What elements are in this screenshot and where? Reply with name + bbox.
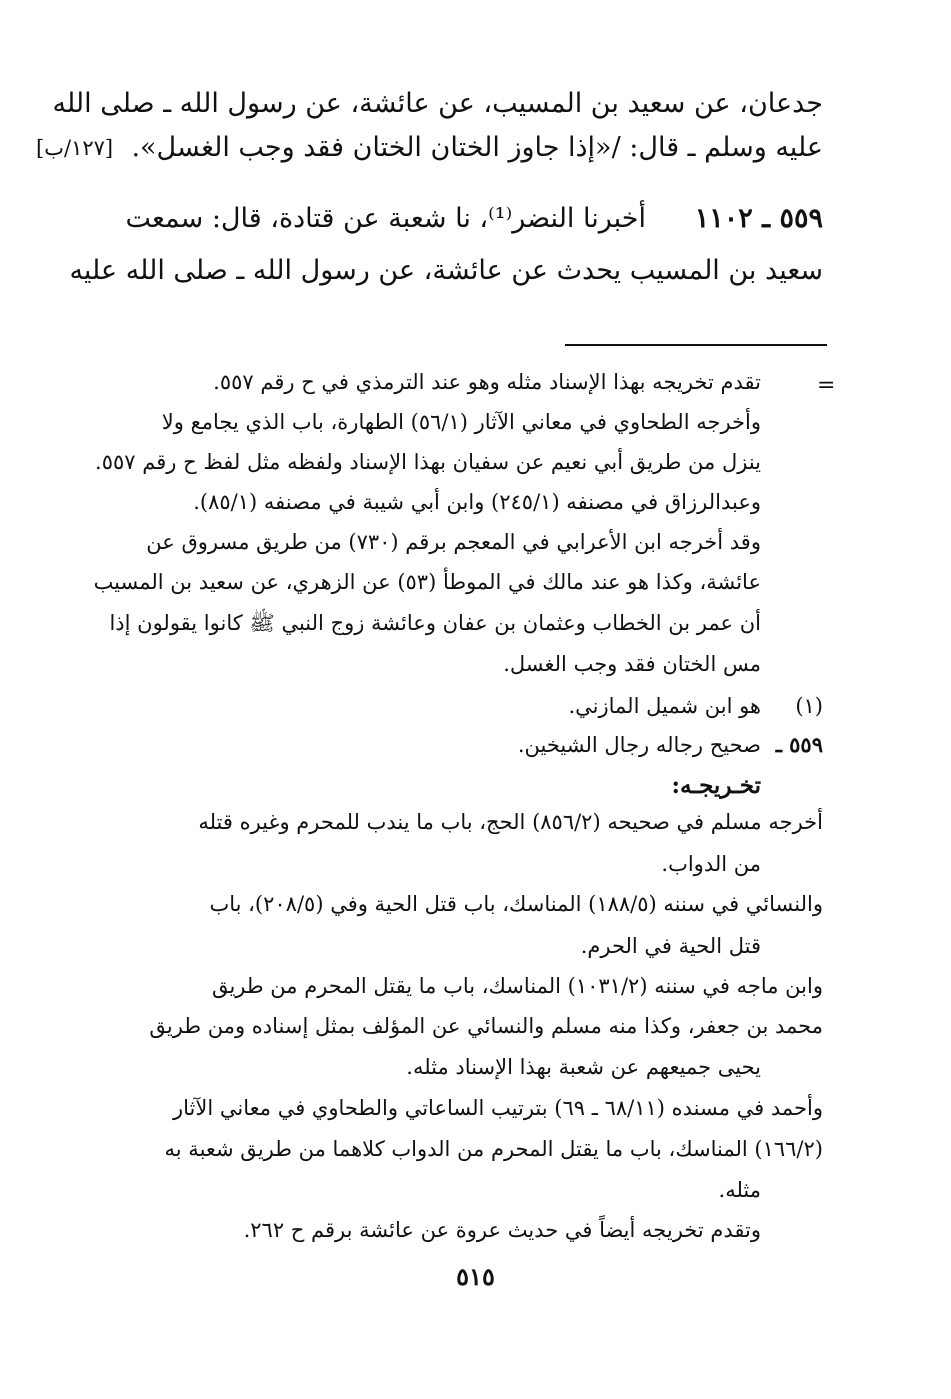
footnote-1-text: هو ابن شميل المازني. <box>568 694 761 718</box>
takhrij-line: والنسائي في سننه (١٨٨/٥) المناسك، باب قتل الحية وفي (٢٠٨/٥)، باب <box>209 892 823 916</box>
takhrij-line: يحيى جميعهم عن شعبة بهذا الإسناد مثله. <box>406 1055 761 1079</box>
footnote-line: ينزل من طريق أبي نعيم عن سفيان بهذا الإسناد ولفظه مثل لفظ ح رقم ٥٥٧. <box>95 450 761 474</box>
footnote-line: مس الختان فقد وجب الغسل. <box>503 652 761 676</box>
hadith-number: ٥٥٩ ـ ١١٠٢ <box>694 203 823 234</box>
footnote-line: وقد أخرجه ابن الأعرابي في المعجم برقم (٧٣٠) من طريق مسروق عن <box>146 530 761 554</box>
takhrij-line: محمد بن جعفر، وكذا منه مسلم والنسائي عن المؤلف بمثل إسناده ومن طريق <box>149 1014 823 1038</box>
footnote-559-marker: ٥٥٩ ـ <box>775 732 823 757</box>
continuation-marker: = <box>817 373 836 398</box>
footnote-559-text: صحيح رجاله رجال الشيخين. <box>517 733 761 757</box>
takhrij-line: قتل الحية في الحرم. <box>580 934 761 958</box>
footnote-line: عائشة، وكذا هو عند مالك في الموطأ (٥٣) عن الزهري، عن سعيد بن المسيب <box>93 570 761 594</box>
footnote-line: تقدم تخريجه بهذا الإسناد مثله وهو عند الترمذي في ح رقم ٥٥٧. <box>213 370 761 394</box>
main-text-line-2: عليه وسلم ـ قال: /«إذا جاوز الختان الختان فقد وجب الغسل». <box>131 132 823 163</box>
footnote-line: وأخرجه الطحاوي في معاني الآثار (٥٦/١) الطهارة، باب الذي يجامع ولا <box>161 410 761 434</box>
takhrij-heading: تخـريجـه: <box>671 772 761 799</box>
footnote-1-marker: (١) <box>795 694 823 718</box>
main-text-line-4: سعيد بن المسيب يحدث عن عائشة، عن رسول الله ـ صلى الله عليه <box>69 255 823 286</box>
footnote-line: وعبدالرزاق في مصنفه (٢٤٥/١) وابن أبي شيبة في مصنفه (٨٥/١). <box>193 490 761 514</box>
takhrij-line: (١٦٦/٢) المناسك، باب ما يقتل المحرم من الدواب كلاهما من طريق شعبة به <box>164 1137 823 1161</box>
footnote-separator <box>565 344 827 346</box>
takhrij-line: مثله. <box>718 1178 761 1202</box>
footnote-line: أن عمر بن الخطاب وعثمان بن عفان وعائشة زوج النبي ﷺ كانوا يقولون إذا <box>109 611 761 635</box>
margin-manuscript-reference: [١٢٧/ب] <box>36 136 114 160</box>
main-text-line-3: أخبرنا النضر⁽¹⁾، نا شعبة عن قتادة، قال: سمعت <box>125 203 646 234</box>
page-number: ٥١٥ <box>456 1262 495 1291</box>
takhrij-line: أخرجه مسلم في صحيحه (٨٥٦/٢) الحج، باب ما يندب للمحرم وغيره قتله <box>198 810 823 834</box>
takhrij-line: وتقدم تخريجه أيضاً في حديث عروة عن عائشة برقم ح ٢٦٢. <box>243 1218 761 1242</box>
takhrij-line: وابن ماجه في سننه (١٠٣١/٢) المناسك، باب ما يقتل المحرم من طريق <box>211 974 823 998</box>
main-text-line-1: جدعان، عن سعيد بن المسيب، عن عائشة، عن رسول الله ـ صلى الله <box>52 88 823 119</box>
takhrij-line: من الدواب. <box>661 852 761 876</box>
takhrij-line: وأحمد في مسنده (٦٨/١١ ـ ٦٩) بترتيب الساعاتي والطحاوي في معاني الآثار <box>173 1096 823 1120</box>
